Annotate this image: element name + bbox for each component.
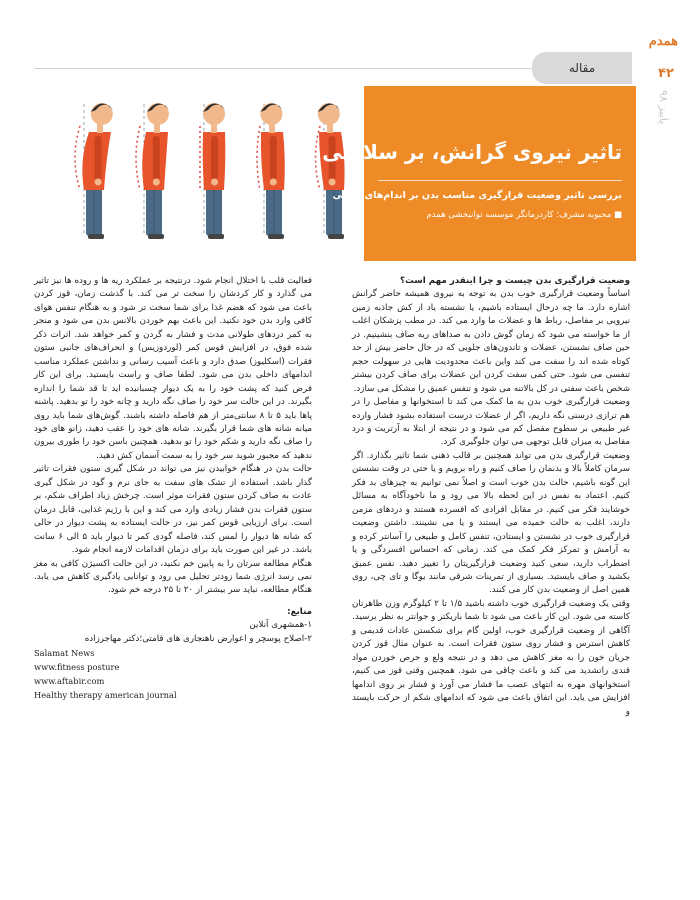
posture-figure [200,103,225,239]
figure-shoe [328,234,344,239]
hero-banner [66,86,636,261]
figure-shoe [148,234,164,239]
article-author [426,210,622,220]
reference-item: ۲-اصلاح پوسچر و اعوارض ناهنجاری های قامتی؛دکتر مهاجرزاده [84,633,312,644]
figure-hand [211,179,218,186]
paragraph: اساساً وضعیت قرارگیری خوب بدن به توجه به نیروی همیشه حاضر گرانش اشاره دارد. ما چه درحال ایستاده باشیم، یا نشسته یاد از کش جاذبه زمین نیرویی بر مفاصل، رباط ها و عضلات ما وارد می کند. در مطب پزشکان اغلب از ما خواسته می شود که زمان گوش دادن به صداهای ریه صاف بنشینیم. در حین صاف نشستن، عضلات و تاندون‌های جلویی که در حال حاضر بیش از حد کوتاه شده اند را سفت می کند واین باعث محدودیت هایی در سهولت حجم تنفسی می شود. حتی کمی سفت کردن این عضلات برای صاف کردن بیشتر شخص باعث سفتی در کل بالاتنه می شود و تنفس عمیق را مشکل می سازد. [352,289,630,394]
title-divider [378,180,622,181]
spine-curve-indicator [257,126,260,190]
section-tab [532,52,632,84]
posture-figure [75,103,113,239]
references-title: منابع: [287,606,312,617]
figure-neck [327,124,333,133]
figure-arm [153,136,160,180]
figure-hand [95,179,102,186]
section-label: مقاله [568,61,596,75]
posture-figure [316,103,345,239]
paragraph: وقتی یک وضعیت قرارگیری خوب داشته باشید ۱/۵ تا ۲ کیلوگرم وزن ظاهرتان کاسته می شود. این کار باعث می شود تا شما باریکتر و جوانتر به نظر برسید. [352,598,630,623]
reference-item-en: Salamat News [34,648,95,659]
posture-figure [136,103,169,239]
body-column-right [352,275,630,719]
paragraph: وضعیت قرارگیری بدن چیست و چرا اینقدر مهم است؟ [400,276,630,286]
paragraph: وضعیت قرارگیری بدن می تواند همچنین بر قالب ذهنی شما تاثیر بگذارد. اگر سرمان کاملاً بالا و بدنمان را صاف کنیم و راه برویم و یا حتی در وقت نشستن این گونه باشیم، حالت بدن خوب است و اصلاً نمی توانیم به چیزهای بد فکر کنیم. اعتماد به نفس در این لحظه بالا می رود و ما ناخودآگاه به مسائل خوشایند فکر می کنیم. در مقابل افرادی که افسرده هستند و دردهای مزمن دارند، اغلب به حالت خمیده می ایستند و یا می نشینند. داشتن وضعیت قرارگیری خوب در نشستن و ایستادن، تنفس کامل و طبیعی را آسانتر کرده و به آرامش و تمرکز فکر کمک می کند. زمانی که احساس افسردگی و یا اضطراب دارید، سعی کنید وضعیت قرارگیریتان را تغییر دهید. نفس عمیق بکشید و صاف بایستید. بسیاری از تمرینات شرقی مانند یوگا و تای چی، روی همین اصل از وضعیت بدن کار می کنند. [352,450,630,596]
figure-neck [269,124,275,133]
posture-illustration [66,86,364,261]
side-strip [630,0,700,900]
figure-hand [153,179,160,186]
figure-neck [97,124,103,133]
article-subtitle: بررسی تاثیر وضعیت قرارگیری مناسب بدن بر اندام‌های داخلی [332,190,622,201]
bullet-icon: ■ [611,210,622,220]
paragraph: وضعیت قرارگیری خوب بدن به ما کمک می کند تا استخوانها و مفاصل را در هم ترازی درستی نگه داریم، اگر از عضلات درست استفاده بشود فشار وارده غیر طبیعی بر سطوح مفصل کم می شود و در نتیجه از ابتلا به آرتریت و درد مفاصل به میزان قابل توجهی می توان جلوگیری کرد. [352,397,630,448]
reference-item: ۱-همشهری آنلاین [249,620,312,631]
figure-arm [211,136,218,180]
figure-shoe [88,234,104,239]
issue-label: پاییز ۹۸ [657,90,670,125]
figure-arm [95,136,102,180]
brand-logo: همدم [648,34,678,49]
figure-neck [154,124,160,133]
reference-item-en: www.aftabir.com [34,676,105,687]
paragraph: حالت بدن در هنگام خوابیدن نیز می تواند در شکل گیری ستون فقرات تاثیر گذار باشد. استفاده از تشک های سفت به جای نرم و گود در شکل گیری عادت به صاف کردن ستون فقرات موثر است. چرخش زیاد اطراف شکم، بر ستون فقرات بدن فشار زیادی وارد می کند و این با رژیم غذایی، قابل درمان است. برای ارزیابی قوس کمر نیز، در حالت ایستاده به پشت دیوار در حالی که شانه ها دیوار را لمس کند، فاصله گودی کمر تا دیوار باید ۵ الی ۶ سانت باشد. در غیر این صورت باید برای درمان اقدامات لازمه انجام شود. [34,464,313,556]
reference-item-en: Healthy therapy american journal [34,690,177,701]
reference-item-en: www.fitness posture [34,662,120,673]
article-title: تاثیر نیروی گرانش، بر سلامتی ما [295,140,622,164]
spine-curve-indicator [136,126,140,190]
figure-hand [270,179,277,186]
header-rule [34,68,532,69]
figure-neck [211,124,217,133]
figure-shoe [268,234,284,239]
paragraph: هنگام مطالعه سرتان را به پایین خم نکنید، در این حالت اکسیژن کافی به مغز نمی رسد انرژی شما زودتر تحلیل می رود و توانایی یادگیری کاهش می یابد. هنگام مطالعه، نباید سر بیشتر از ۲۰ تا ۲۵ درجه خم شود. [34,558,312,596]
posture-figures-graphic [66,86,364,261]
figure-shoe [208,234,224,239]
author-text: محبوبه مشرف؛ کاردرمانگر موسسه توانبخشی همدم [426,210,612,220]
title-box [295,86,636,261]
page-number: ۴۲ [658,66,674,81]
posture-figure [257,103,285,239]
figure-hand [329,179,336,186]
body-column-left [34,275,312,702]
paragraph: آگاهی از وضعیت قرارگیری خوب، اولین گام برای شکستن عادات قدیمی و کاهش استرس و فشار روی ستون فقرات است. به عنوان مثال قوز کردن جریان خون را به مغز کاهش می دهد و در نتیجه ولع و حرص خوردن مواد قندی راتشدید می کند و باعث چاقی می شود. همچنین وقتی قوز می کنیم، استخوانهای مهره به انتهای عصب ما فشار می آورد و فشار بر روی اندامها افزایش می یابد. این اتفاق باعث می شود که اندامهای شکم از حرکت بایستد و [352,625,630,717]
figure-arm [270,136,277,180]
spine-curve-indicator [75,126,80,190]
paragraph: فعالیت قلب با اختلال انجام شود. درنتیجه بر عملکرد ریه ها و روده ها نیز تاثیر می گذارد و کار کردشان را سخت تر می کند. با گذشت زمان، قوز کردن باعث می شود که هضم غذا برای شما سخت تر شود و به هنگام تنفس هوای کافی وارد بدن خود نکنید. این باعث بهم خوردن بالانس بدن می شود و منجر به کمر دردهای طولانی مدت و فشار به گردن و کمر خواهد شد. اثرات ذکر شده فوق، در افزایش قوس کمر (لوردوزیس) و انحراف‌های جانبی ستون فقرات (اسکلیوز) صدق دارد و باعث آسیب رسانی و نداشتن عملکرد مناسب اندامهای داخلی بدن می شود. لطفا صاف و راست بایستید. برای این کار فرض کنید که پشت خود را به یک دیوار چسبانیده اید تا قد شما را اندازه بگیرند. در این حالت سر خود را صاف نگه دارید و چانه خود را تو بدهید. پاشنه پاها باید ۵ تا ۸ سانتی‌متر از هم فاصله داشته باشند. گوش‌های شما باید روی میانه شانه های شما قرار بگیرند. شانه های خود را عقب دهید، زانو های خود را صاف نگه دارید و شکم خود را تو بدهید. همچنین باسن خود را طوری بیرون ندهید که مجبور شوید سر خود را به سمت آسمان کش دهید. [34,276,313,461]
